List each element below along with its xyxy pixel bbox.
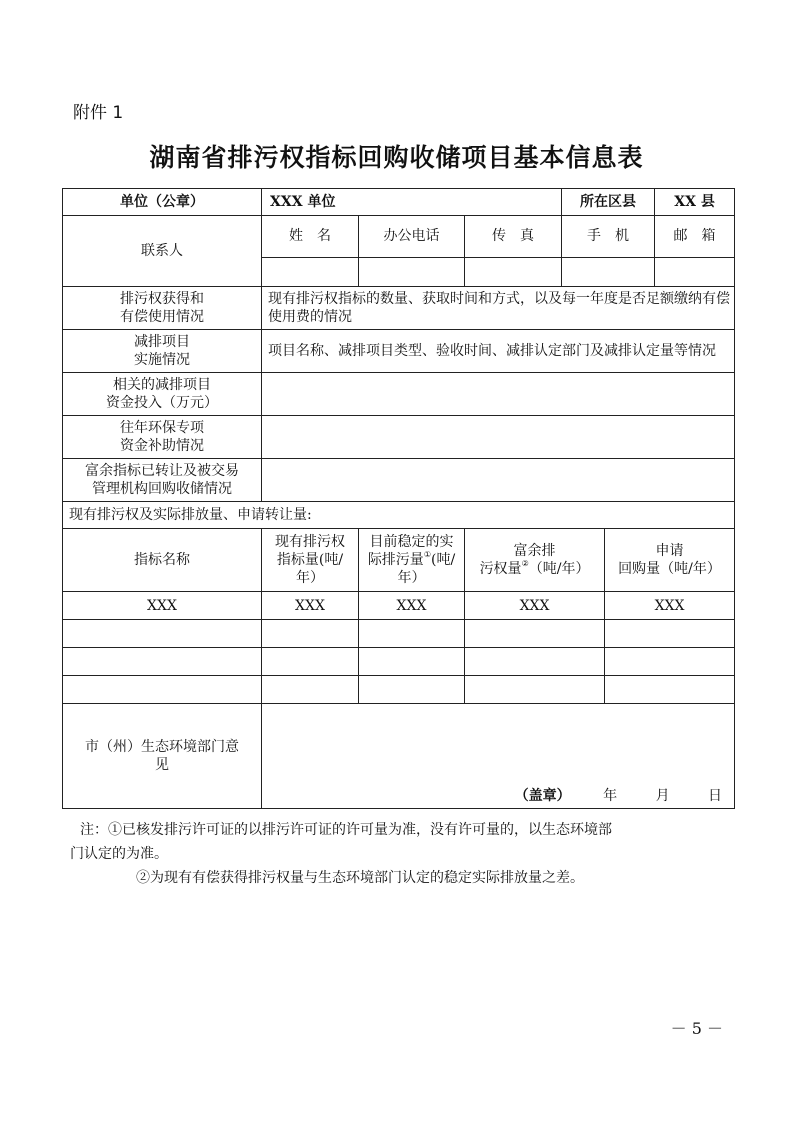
contact-mobile-value (562, 257, 655, 286)
info-row-label: 排污权获得和 有偿使用情况 (63, 287, 262, 330)
table-cell (262, 620, 359, 648)
page-number: － 5 － (670, 1019, 723, 1038)
opinion-row (63, 704, 735, 809)
table-cell (359, 648, 465, 676)
contact-fax-label: 传 真 (465, 216, 562, 258)
county-value: XX 县 (655, 189, 735, 216)
contact-fax-value (465, 257, 562, 286)
table-cell (262, 676, 359, 704)
month-label: 月 (655, 788, 670, 804)
header-existing-quota: 现有排污权 指标量(吨/ 年） (262, 529, 359, 592)
info-row (63, 459, 735, 502)
info-row-content (262, 373, 735, 416)
county-label: 所在区县 (562, 189, 655, 216)
info-row-label: 减排项目 实施情况 (63, 330, 262, 373)
table-cell (605, 620, 735, 648)
contact-label: 联系人 (63, 216, 262, 287)
contact-row (63, 216, 735, 258)
opinion-label: 市（州）生态环境部门意 见 (63, 704, 262, 809)
table-cell (605, 676, 735, 704)
page-title: 湖南省排污权指标回购收储项目基本信息表 (149, 143, 644, 172)
contact-phone-value (359, 257, 465, 286)
table-cell (63, 620, 262, 648)
volume-section-label: 现有排污权及实际排放量、申请转让量: (63, 502, 735, 529)
header-apply-buyback: 申请 回购量（吨/年） (605, 529, 735, 592)
contact-name-value (262, 257, 359, 286)
table-cell (605, 648, 735, 676)
info-row-label: 往年环保专项 资金补助情况 (63, 416, 262, 459)
table-cell (262, 648, 359, 676)
info-form-table (62, 188, 735, 809)
table-cell (465, 620, 605, 648)
info-row (63, 416, 735, 459)
table-cell: XXX (605, 592, 735, 620)
info-row (63, 373, 735, 416)
table-cell: XXX (63, 592, 262, 620)
info-row (63, 287, 735, 330)
table-cell (359, 676, 465, 704)
info-row-label: 相关的减排项目 资金投入（万元） (63, 373, 262, 416)
table-row (63, 620, 735, 648)
attachment-label: 附件 1 (73, 103, 124, 123)
day-label: 日 (708, 788, 723, 804)
footnote-1: 注：①已核发排污许可证的以排污许可证的许可量为准，没有许可量的，以生态环境部 (80, 822, 612, 838)
footnotes (70, 818, 740, 890)
volume-section-row (63, 502, 735, 529)
header-stable-discharge: 目前稳定的实 际排污量①(吨/ 年） (359, 529, 465, 592)
unit-value: XXX 单位 (262, 189, 562, 216)
table-cell (465, 648, 605, 676)
table-cell (63, 676, 262, 704)
info-row (63, 330, 735, 373)
year-label: 年 (603, 788, 618, 804)
info-row-content (262, 459, 735, 502)
info-row-content (262, 416, 735, 459)
contact-name-label: 姓 名 (262, 216, 359, 258)
header-surplus: 富余排 污权量②（吨/年） (465, 529, 605, 592)
stamp-label: （盖章） (514, 788, 571, 804)
unit-row (63, 189, 735, 216)
table-cell (465, 676, 605, 704)
info-row-content: 现有排污权指标的数量、获取时间和方式，以及每一年度是否足额缴纳有偿使用费的情况 (262, 287, 735, 330)
footnote-1-cont: 门认定的为准。 (70, 846, 168, 862)
info-row-content: 项目名称、减排项目类型、验收时间、减排认定部门及减排认定量等情况 (262, 330, 735, 373)
info-row-label: 富余指标已转让及被交易 管理机构回购收储情况 (63, 459, 262, 502)
table-row (63, 592, 735, 620)
signature-line (515, 787, 722, 805)
table-cell (359, 620, 465, 648)
contact-email-value (655, 257, 735, 286)
table-cell: XXX (359, 592, 465, 620)
contact-email-label: 邮 箱 (655, 216, 735, 258)
header-indicator-name: 指标名称 (63, 529, 262, 592)
table-row (63, 648, 735, 676)
contact-phone-label: 办公电话 (359, 216, 465, 258)
opinion-content (262, 704, 735, 809)
table-cell: XXX (262, 592, 359, 620)
table-cell (63, 648, 262, 676)
contact-mobile-label: 手 机 (562, 216, 655, 258)
table-cell: XXX (465, 592, 605, 620)
footnote-2: ②为现有有偿获得排污权量与生态环境部门认定的稳定实际排放量之差。 (136, 870, 584, 886)
table-row (63, 676, 735, 704)
unit-label: 单位（公章） (63, 189, 262, 216)
volume-header-row (63, 529, 735, 592)
